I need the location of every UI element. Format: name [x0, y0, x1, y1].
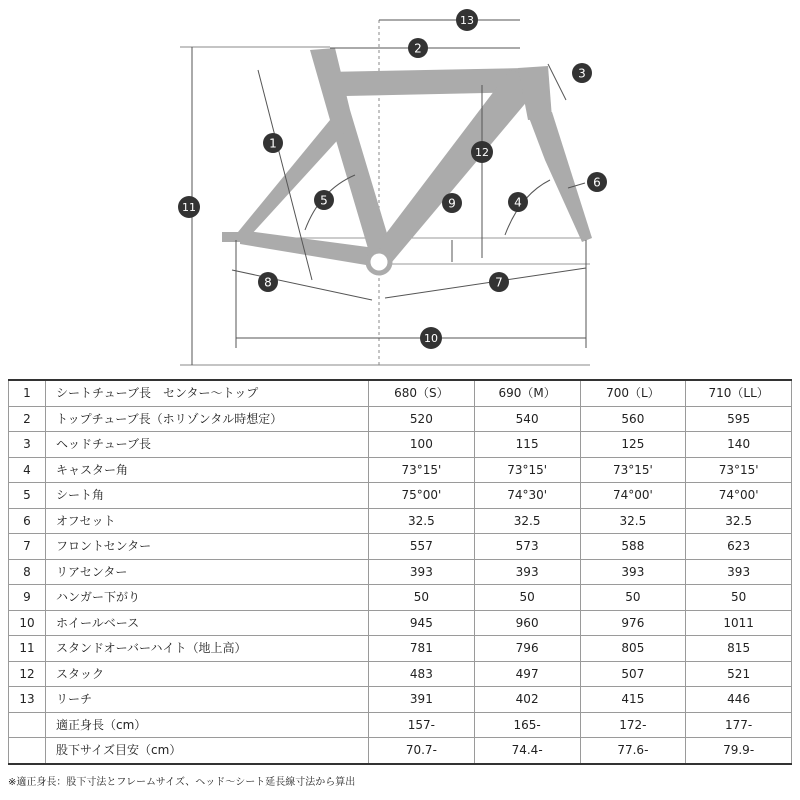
row-value: 595	[686, 406, 792, 432]
badge-7	[489, 272, 509, 292]
row-value: 976	[580, 610, 686, 636]
down-tube	[372, 70, 545, 262]
dim-8-line	[232, 270, 372, 300]
row-value: 172-	[580, 712, 686, 738]
row-label: リーチ	[46, 687, 369, 713]
row-value: 77.6-	[580, 738, 686, 764]
size-header-l: 700（L）	[580, 380, 686, 406]
row-value: 393	[369, 559, 475, 585]
rear-dropout	[222, 232, 244, 242]
row-value: 497	[474, 661, 580, 687]
row-number: 1	[9, 380, 46, 406]
row-label: 適正身長（cm）	[46, 712, 369, 738]
table-row	[9, 457, 792, 483]
row-number: 13	[9, 687, 46, 713]
row-value: 73°15'	[580, 457, 686, 483]
row-value: 560	[580, 406, 686, 432]
row-value: 393	[580, 559, 686, 585]
row-value: 157-	[369, 712, 475, 738]
row-value: 140	[686, 432, 792, 458]
row-label: スタック	[46, 661, 369, 687]
dim-3-line	[548, 64, 566, 100]
row-value: 177-	[686, 712, 792, 738]
row-number: 8	[9, 559, 46, 585]
row-number: 7	[9, 534, 46, 560]
row-value: 73°15'	[369, 457, 475, 483]
row-value: 50	[474, 585, 580, 611]
row-value: 393	[474, 559, 580, 585]
table-row	[9, 687, 792, 713]
row-number: 5	[9, 483, 46, 509]
row-number: 4	[9, 457, 46, 483]
geometry-spec-table	[8, 379, 792, 765]
table-row	[9, 483, 792, 509]
row-label: キャスター角	[46, 457, 369, 483]
row-value: 960	[474, 610, 580, 636]
svg-text:2: 2	[414, 41, 422, 56]
row-value: 623	[686, 534, 792, 560]
row-value: 165-	[474, 712, 580, 738]
row-label: リアセンター	[46, 559, 369, 585]
row-value: 945	[369, 610, 475, 636]
row-value: 32.5	[474, 508, 580, 534]
row-value: 393	[686, 559, 792, 585]
table-row	[9, 712, 792, 738]
row-value: 125	[580, 432, 686, 458]
head-tube	[518, 66, 552, 120]
row-value: 50	[580, 585, 686, 611]
row-value: 402	[474, 687, 580, 713]
row-number: 6	[9, 508, 46, 534]
table-row	[9, 406, 792, 432]
row-value: 74°00'	[580, 483, 686, 509]
row-number: 3	[9, 432, 46, 458]
row-number: 11	[9, 636, 46, 662]
svg-text:5: 5	[320, 193, 328, 208]
table-row	[9, 380, 792, 406]
size-header-m: 690（M）	[474, 380, 580, 406]
row-number	[9, 738, 46, 764]
badge-8	[258, 272, 278, 292]
badge-2	[408, 38, 428, 58]
dim-7-line	[385, 268, 586, 298]
row-number: 12	[9, 661, 46, 687]
row-number: 10	[9, 610, 46, 636]
row-label: ホイールベース	[46, 610, 369, 636]
row-number	[9, 712, 46, 738]
row-label: スタンドオーバーハイト（地上高）	[46, 636, 369, 662]
dimension-badges	[178, 9, 607, 349]
svg-text:7: 7	[495, 275, 503, 290]
table-row	[9, 610, 792, 636]
row-value: 446	[686, 687, 792, 713]
row-value: 1011	[686, 610, 792, 636]
row-value: 521	[686, 661, 792, 687]
svg-text:6: 6	[593, 175, 601, 190]
badge-3	[572, 63, 592, 83]
row-value: 805	[580, 636, 686, 662]
badge-13	[456, 9, 478, 31]
bottom-bracket	[368, 251, 390, 273]
row-value: 520	[369, 406, 475, 432]
row-value: 540	[474, 406, 580, 432]
row-value: 74°30'	[474, 483, 580, 509]
table-row	[9, 661, 792, 687]
svg-text:3: 3	[578, 66, 586, 81]
row-value: 79.9-	[686, 738, 792, 764]
row-value: 73°15'	[686, 457, 792, 483]
table-row	[9, 559, 792, 585]
svg-text:4: 4	[514, 195, 522, 210]
svg-text:13: 13	[460, 14, 474, 27]
badge-1	[263, 133, 283, 153]
row-value: 74°00'	[686, 483, 792, 509]
row-value: 100	[369, 432, 475, 458]
table-row	[9, 636, 792, 662]
svg-text:8: 8	[264, 275, 272, 290]
row-value: 32.5	[369, 508, 475, 534]
row-value: 75°00'	[369, 483, 475, 509]
row-value: 588	[580, 534, 686, 560]
row-value: 32.5	[580, 508, 686, 534]
footnote: ※適正身長：股下寸法とフレームサイズ、ヘッド～シート延長線寸法から算出	[8, 777, 356, 788]
row-label: 股下サイズ目安（cm）	[46, 738, 369, 764]
row-value: 50	[369, 585, 475, 611]
badge-6	[587, 172, 607, 192]
badge-12	[471, 141, 493, 163]
table-row	[9, 534, 792, 560]
table-row	[9, 432, 792, 458]
row-label: シート角	[46, 483, 369, 509]
size-header-s: 680（S）	[369, 380, 475, 406]
row-value: 557	[369, 534, 475, 560]
row-label: オフセット	[46, 508, 369, 534]
table-row	[9, 508, 792, 534]
seat-stay	[238, 120, 345, 236]
bike-frame	[222, 48, 592, 273]
row-value: 796	[474, 636, 580, 662]
row-value: 74.4-	[474, 738, 580, 764]
row-value: 815	[686, 636, 792, 662]
fork	[528, 112, 592, 242]
badge-9	[442, 193, 462, 213]
row-label: トップチューブ長（ホリゾンタル時想定）	[46, 406, 369, 432]
badge-10	[420, 327, 442, 349]
row-label: フロントセンター	[46, 534, 369, 560]
row-value: 115	[474, 432, 580, 458]
row-label: ヘッドチューブ長	[46, 432, 369, 458]
row-number: 2	[9, 406, 46, 432]
table-row	[9, 738, 792, 764]
row-value: 483	[369, 661, 475, 687]
badge-11	[178, 196, 200, 218]
row-label: シートチューブ長 センター～トップ	[46, 380, 369, 406]
row-value: 50	[686, 585, 792, 611]
row-value: 70.7-	[369, 738, 475, 764]
row-value: 573	[474, 534, 580, 560]
row-label: ハンガー下がり	[46, 585, 369, 611]
row-value: 781	[369, 636, 475, 662]
svg-text:10: 10	[424, 332, 438, 345]
row-value: 507	[580, 661, 686, 687]
bike-frame-geometry-diagram	[0, 0, 800, 372]
row-value: 415	[580, 687, 686, 713]
svg-text:11: 11	[182, 201, 196, 214]
row-value: 73°15'	[474, 457, 580, 483]
svg-text:1: 1	[269, 136, 277, 151]
table-row	[9, 585, 792, 611]
row-value: 391	[369, 687, 475, 713]
size-header-ll: 710（LL）	[686, 380, 792, 406]
badge-4	[508, 192, 528, 212]
row-value: 32.5	[686, 508, 792, 534]
row-number: 9	[9, 585, 46, 611]
badge-5	[314, 190, 334, 210]
svg-text:9: 9	[448, 196, 456, 211]
svg-text:12: 12	[475, 146, 489, 159]
